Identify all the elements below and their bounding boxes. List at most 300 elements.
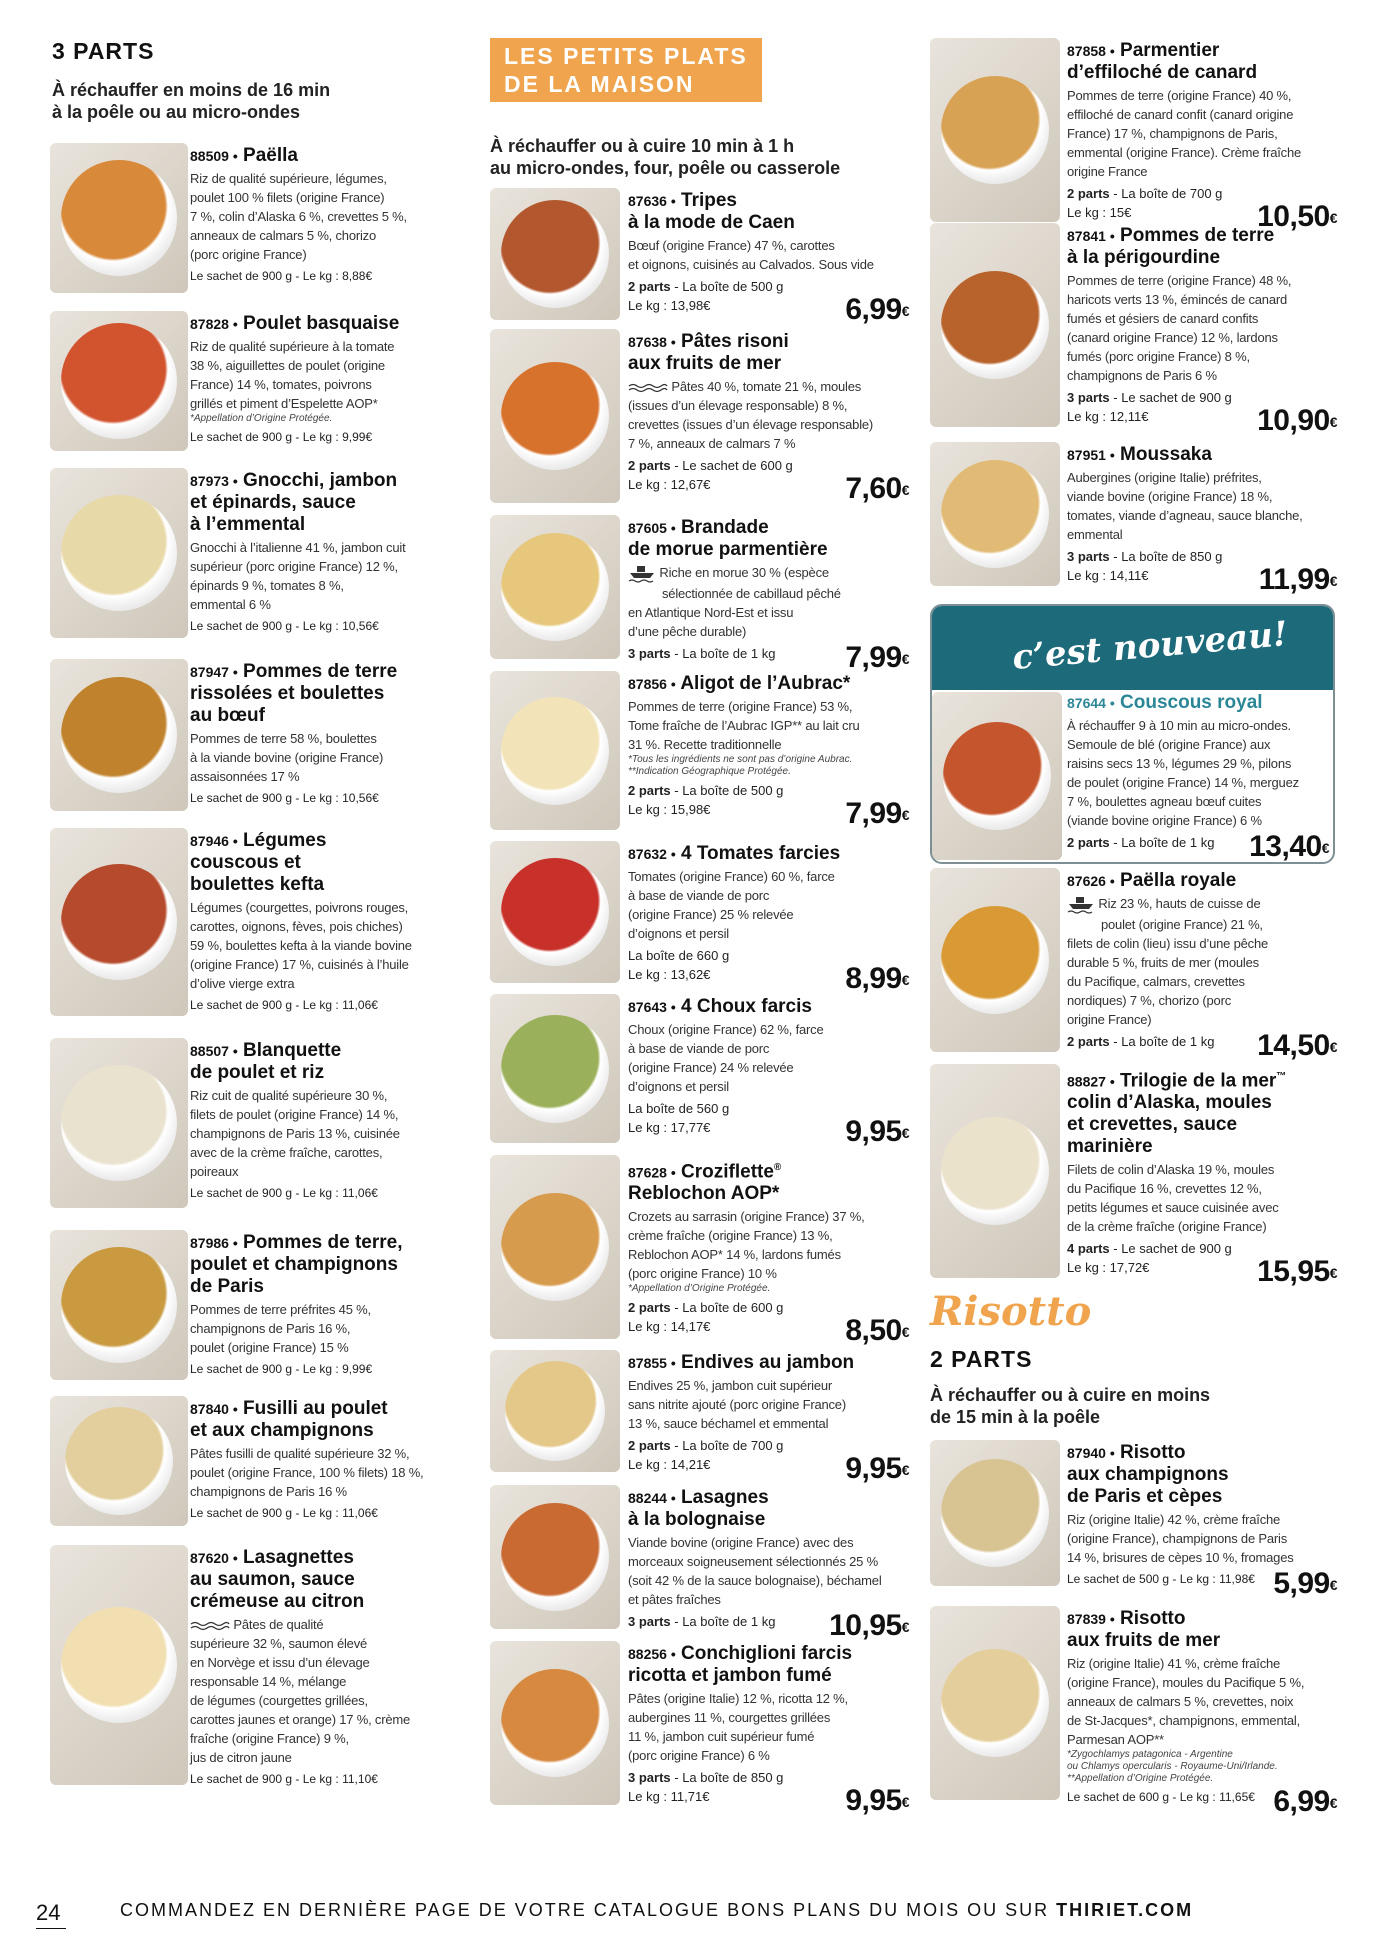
price (845, 1314, 909, 1348)
description-line: Parmesan AOP** (1067, 1732, 1164, 1747)
product-title (190, 661, 465, 683)
product-card[interactable] (490, 673, 909, 838)
description-line: Endives 25 %, jambon cuit supérieur (628, 1378, 833, 1393)
product-info (190, 470, 465, 636)
product-name: 4 Choux farcis (681, 996, 812, 1017)
product-code: 87636 • (628, 193, 676, 209)
product-code: 87628 • (628, 1164, 676, 1181)
description-line: poulet (origine France) 21 %, (1101, 916, 1263, 932)
page-number-underline (36, 1928, 66, 1929)
description-line: morceaux soigneusement sélectionnés 25 % (628, 1554, 878, 1569)
price-per-kg: Le kg : 15€ (1067, 205, 1132, 220)
price-per-kg: Le kg : 15,98€ (628, 802, 711, 817)
currency: € (901, 807, 909, 823)
currency: € (1329, 1038, 1337, 1055)
product-code: 87986 • (190, 1235, 238, 1251)
banner-line-2: DE LA MAISON (504, 71, 695, 97)
description-line: Choux (origine France) 62 %, farce (628, 1022, 824, 1037)
product-info (1067, 444, 1337, 596)
price (845, 1452, 909, 1485)
description-line: champignons de Paris 13 %, cuisinée (190, 1126, 400, 1141)
description-line: Gnocchi à l’italienne 41 %, jambon cuit (190, 540, 406, 555)
price-per-kg: Le kg : 11,71€ (628, 1789, 710, 1804)
description-line: France) 14 %, tomates, poivrons (190, 377, 372, 392)
product-name: Couscous royal (1120, 692, 1263, 713)
product-card[interactable] (490, 843, 909, 995)
product-description (190, 1300, 465, 1357)
price-value: 10,50 (1257, 200, 1330, 233)
description-line: poulet (origine France, 100 % filets) 18 %, (190, 1465, 424, 1480)
description-line: Pommes de terre (origine France) 40 %, (1067, 88, 1292, 103)
product-name-line: à l’emmental (190, 514, 306, 535)
dish-photo (930, 868, 1060, 1052)
product-name-line: ricotta et jambon fumé (628, 1665, 832, 1686)
product-description (1067, 271, 1337, 385)
description-line: fumés (porc origine France) 8 %, (1067, 349, 1250, 364)
product-card[interactable] (930, 225, 1335, 435)
product-name: Brandade (681, 517, 769, 538)
description-line: assaisonnées 17 % (190, 769, 300, 784)
product-name: Pommes de terre (243, 661, 398, 682)
product-code: 87632 • (628, 846, 676, 862)
product-title (190, 313, 465, 335)
product-card[interactable] (490, 517, 909, 674)
description-line: de légumes (courgettes grillées, (190, 1693, 368, 1708)
price-value: 5,99 (1273, 1567, 1330, 1600)
dish-plate (61, 864, 177, 980)
description-line: (porc origine France) 10 % (628, 1266, 777, 1282)
description-line: poulet 100 % filets (origine France) (190, 190, 385, 205)
product-description (628, 1689, 905, 1765)
dish-plate (501, 1015, 609, 1123)
price (845, 962, 909, 995)
product-description (1067, 86, 1337, 181)
dish-plate (941, 271, 1049, 379)
product-description (628, 867, 905, 943)
product-description (190, 898, 465, 993)
pack-info (628, 781, 909, 830)
product-card[interactable] (50, 470, 465, 650)
dish-plate (61, 677, 177, 793)
dish-photo (50, 828, 188, 1016)
dish-photo (490, 841, 620, 983)
description-line: (canard origine France) 12 %, lardons (1067, 330, 1278, 345)
price (1249, 830, 1329, 863)
product-info (628, 996, 909, 1148)
product-code: 87973 • (190, 473, 238, 489)
product-card[interactable] (50, 661, 465, 823)
description-line: Riz (origine Italie) 41 %, crème fraîche (1067, 1656, 1281, 1671)
price-per-kg: Le kg : 12,67€ (628, 477, 711, 492)
description-line: (origine France) 24 % relevée (628, 1060, 794, 1075)
price-value: 7,99 (845, 797, 902, 830)
pack-size: - La boîte de 500 g (670, 783, 784, 798)
pack-size: - La boîte de 600 g (670, 1300, 784, 1316)
product-description (1067, 1510, 1337, 1567)
product-description (1067, 1160, 1337, 1236)
currency: € (1329, 1795, 1337, 1811)
price (829, 1609, 909, 1642)
description-text: Pâtes 40 %, tomate 21 %, moules (671, 379, 862, 394)
dish-plate (61, 1247, 177, 1363)
pack-size: - La boîte de 1 kg (1109, 1033, 1215, 1049)
pack-info (628, 456, 909, 505)
pack-info (628, 1768, 909, 1817)
product-card[interactable] (490, 1157, 909, 1348)
description-line: Pâtes fusilli de qualité supérieure 32 %, (190, 1446, 410, 1461)
description-line: (origine France), champignons de Paris (1067, 1531, 1288, 1546)
dish-plate (501, 858, 609, 966)
pack-info (1067, 1785, 1337, 1818)
pack-size: Le sachet de 600 g - Le kg : 11,65€ (1067, 1790, 1255, 1804)
pack-info (628, 1436, 909, 1485)
product-description (628, 377, 905, 453)
dish-plate (61, 1607, 177, 1723)
product-title (628, 1487, 905, 1509)
dish-photo (930, 1440, 1060, 1586)
product-description (190, 1444, 465, 1501)
description-line: Reblochon AOP* 14 %, lardons fumés (628, 1247, 841, 1263)
product-card[interactable] (50, 1547, 465, 1797)
description-line: 11 %, jambon cuit supérieur fumé (628, 1729, 815, 1744)
product-name: Pâtes risoni (681, 331, 789, 352)
product-code: 87626 • (1067, 873, 1115, 889)
price-value: 14,50 (1257, 1028, 1330, 1062)
product-title (1067, 1066, 1337, 1092)
product-description (1067, 894, 1337, 1029)
description-line: haricots verts 13 %, émincés de canard (1067, 292, 1288, 307)
product-code: 87841 • (1067, 228, 1115, 244)
product-card[interactable] (930, 40, 1337, 233)
product-info (190, 830, 465, 1015)
description-line: France) 17 %, champignons de Paris, (1067, 126, 1278, 141)
dish-plate (941, 1649, 1049, 1757)
product-card[interactable] (490, 996, 909, 1151)
currency: € (901, 650, 909, 667)
dish-photo (930, 223, 1060, 427)
product-card[interactable] (490, 1352, 909, 1485)
price-per-kg: Le kg : 13,62€ (628, 967, 711, 982)
description-line (190, 1615, 465, 1634)
product-name-line: aux fruits de mer (628, 353, 782, 374)
description-line: Semoule de blé (origine France) aux (1067, 737, 1271, 752)
price (1273, 1567, 1337, 1600)
description-line: en Norvège et issu d’un élevage (190, 1655, 370, 1670)
dish-photo (490, 1485, 620, 1629)
product-card[interactable] (930, 870, 1335, 1060)
product-info (628, 843, 909, 995)
product-card[interactable] (490, 1487, 909, 1642)
description-line: (soit 42 % de la sauce bolognaise), béchamel (628, 1573, 882, 1588)
description-line: poulet (origine France) 15 % (190, 1340, 349, 1355)
product-name: Lasagnettes (243, 1547, 354, 1568)
petits-plats-banner (490, 38, 762, 102)
pack-info (628, 1298, 909, 1348)
product-title (1067, 1608, 1337, 1630)
description-line: 7 %, anneaux de calmars 7 % (628, 436, 796, 451)
price-value: 7,99 (845, 640, 902, 674)
product-info (628, 1487, 909, 1642)
description-line: À réchauffer 9 à 10 min au micro-ondes. (1067, 718, 1291, 733)
portions: 3 parts (628, 1770, 671, 1785)
price-value: 11,99 (1258, 563, 1330, 596)
pack-info (628, 946, 909, 995)
description-line (1067, 894, 1337, 915)
dish-photo (50, 311, 188, 451)
product-card[interactable] (50, 1398, 465, 1538)
product-title (1067, 444, 1337, 466)
description-line: (origine France) 25 % relevée (628, 907, 794, 922)
dish-plate (941, 76, 1049, 184)
dish-plate (61, 323, 177, 439)
portions: 2 parts (1067, 1033, 1110, 1049)
product-title (1067, 692, 1329, 714)
price (1257, 404, 1337, 437)
section-title: 3 PARTS (52, 38, 155, 64)
pack-info (1067, 1567, 1337, 1600)
product-card[interactable] (930, 1442, 1337, 1600)
price (1257, 1255, 1337, 1289)
product-info (1067, 1442, 1337, 1600)
product-info (190, 1232, 465, 1379)
description-line: supérieur (porc origine France) 12 %, (190, 559, 398, 574)
product-description (1067, 1654, 1337, 1749)
description-line: (porc origine France) (190, 247, 307, 262)
pack-info (1067, 184, 1337, 233)
footer-order-text (120, 1900, 1193, 1921)
price (845, 1784, 909, 1817)
currency: € (901, 482, 909, 498)
product-name: Parmentier (1120, 40, 1220, 61)
product-code: 87858 • (1067, 43, 1115, 59)
currency: € (1329, 1265, 1337, 1282)
description-line: (viande bovine origine France) 6 % (1067, 813, 1262, 828)
currency: € (1321, 840, 1329, 856)
price (1258, 563, 1337, 596)
description-line: 59 %, boulettes kefta à la viande bovine (190, 938, 412, 953)
price-value: 7,60 (845, 472, 902, 505)
product-code: 87644 • (1067, 695, 1115, 711)
dish-plate (943, 722, 1051, 830)
product-title (190, 1232, 465, 1254)
description-line: Viande bovine (origine France) avec des (628, 1535, 854, 1550)
dish-photo (490, 188, 620, 320)
product-description (628, 1376, 905, 1433)
pack-info: Le sachet de 900 g - Le kg : 11,06€ (190, 1506, 378, 1520)
footnote: ou Chlamys opercularis - Royaume-Uni/Irlande. (1067, 1761, 1278, 1772)
product-card[interactable] (50, 145, 465, 305)
product-card[interactable] (50, 830, 465, 1028)
dish-photo (490, 671, 620, 830)
dish-photo (50, 1545, 188, 1785)
price-value: 8,50 (845, 1314, 902, 1348)
product-info (628, 517, 909, 674)
product-card[interactable] (490, 331, 909, 511)
description-line: du Pacifique, calmars, crevettes (1067, 973, 1245, 989)
product-info (1067, 692, 1329, 863)
product-description (628, 1533, 905, 1609)
product-name-line: de poulet et riz (190, 1062, 325, 1083)
portions: 2 parts (628, 279, 671, 294)
dish-photo (930, 38, 1060, 222)
trademark: ™ (1276, 1071, 1287, 1082)
pack-info: Le sachet de 900 g - Le kg : 11,10€ (190, 1772, 378, 1786)
description-line: Riz cuit de qualité supérieure 30 %, (190, 1088, 388, 1103)
description-line: carottes jaunes et orange) 17 %, crème (190, 1712, 411, 1727)
product-card[interactable] (50, 1040, 465, 1220)
pack-size: - La boîte de 1 kg (670, 645, 776, 661)
product-card[interactable] (930, 1608, 1337, 1818)
dish-photo (50, 659, 188, 811)
description-line: Pâtes (origine Italie) 12 %, ricotta 12 %, (628, 1691, 848, 1706)
section-subtitle-1: À réchauffer ou à cuire 10 min à 1 h (490, 136, 795, 156)
description-line: carottes, oignons, fèves, pois chiches) (190, 919, 403, 934)
description-line: Filets de colin d’Alaska 19 %, moules (1067, 1162, 1275, 1178)
price (845, 1115, 909, 1148)
product-card[interactable] (50, 313, 465, 463)
product-code: 88827 • (1067, 1073, 1115, 1090)
product-description (628, 236, 905, 274)
product-code: 87643 • (628, 999, 676, 1015)
product-title (628, 1157, 905, 1183)
product-name-line: de Paris et cèpes (1067, 1486, 1223, 1507)
description-line: d’oignons et persil (628, 926, 729, 941)
product-description (628, 563, 905, 641)
product-description (190, 337, 465, 413)
product-name-line: rissolées et boulettes (190, 683, 385, 704)
product-name-line: et crevettes, sauce (1067, 1114, 1238, 1136)
page-number: 24 (36, 1900, 61, 1925)
description-line: de la crème fraîche (origine France) (1067, 1219, 1267, 1235)
description-line: Aubergines (origine Italie) préfrites, (1067, 470, 1262, 485)
description-line: champignons de Paris 6 % (1067, 368, 1217, 383)
dish-plate (501, 697, 609, 805)
description-line: Riz (origine Italie) 42 %, crème fraîche (1067, 1512, 1281, 1527)
risotto-parts-title: 2 PARTS (930, 1346, 1033, 1372)
pack-size: - La boîte de 1 kg (670, 1614, 776, 1629)
product-code: 87638 • (628, 334, 676, 350)
product-title (628, 843, 905, 865)
pack-info: Le sachet de 900 g - Le kg : 11,06€ (190, 998, 378, 1012)
product-title (190, 1040, 465, 1062)
description-line: (porc origine France) 6 % (628, 1748, 770, 1763)
sustainable-fishing-icon (628, 565, 656, 580)
product-card[interactable] (490, 190, 909, 328)
product-name-line: aux champignons (1067, 1464, 1229, 1485)
pack-info (1067, 547, 1337, 596)
product-info (190, 1398, 465, 1523)
description-line: épinards 9 %, tomates 8 %, (190, 578, 344, 593)
pack-info: Le sachet de 900 g - Le kg : 10,56€ (190, 619, 379, 633)
product-code: 87951 • (1067, 447, 1115, 463)
footnote: **Indication Géographique Protégée. (628, 766, 791, 777)
description-line: emmental 6 % (190, 597, 271, 612)
pack-info (628, 1609, 909, 1642)
footer-text: COMMANDEZ EN DERNIÈRE PAGE DE VOTRE CATALOGUE BONS PLANS DU MOIS OU SUR (120, 1900, 1057, 1920)
description-line: jus de citron jaune (190, 1750, 292, 1765)
product-name: Moussaka (1120, 444, 1212, 465)
price (845, 797, 909, 830)
section-subtitle-2: au micro-ondes, four, poêle ou casserole (490, 158, 841, 178)
description-line: poireaux (190, 1164, 239, 1179)
product-name: Pommes de terre, (243, 1232, 403, 1253)
price (845, 472, 909, 505)
product-description (190, 169, 465, 264)
portions: 3 parts (628, 1614, 671, 1629)
currency: € (901, 303, 909, 319)
product-card[interactable] (50, 1232, 465, 1392)
dish-plate (501, 1669, 609, 1777)
product-name: Croziflette (681, 1161, 774, 1183)
pack-size: La boîte de 660 g (628, 948, 730, 963)
product-info (190, 1547, 465, 1789)
description-line: filets de colin (lieu) issu d’une pêche (1067, 935, 1269, 951)
description-text: Pâtes de qualité (233, 1617, 324, 1632)
price-value: 9,95 (845, 1115, 902, 1148)
pack-info (1067, 388, 1337, 437)
footer-site-link[interactable]: THIRIET.COM (1056, 1900, 1194, 1920)
product-info (190, 313, 465, 447)
sustainable-fishing-icon (1067, 896, 1095, 911)
dish-photo (490, 1350, 620, 1472)
description-line: nordiques) 7 %, chorizo (porc (1067, 992, 1231, 1008)
price (845, 640, 909, 674)
description-line: petits légumes et sauce cuisinée avec (1067, 1200, 1279, 1216)
product-card[interactable] (490, 1643, 909, 1817)
product-card[interactable] (930, 444, 1335, 594)
product-name: Endives au jambon (681, 1352, 855, 1373)
description-line (628, 563, 905, 584)
description-line: d’une pêche durable) (628, 623, 747, 639)
currency: € (901, 1794, 909, 1810)
pack-size: - La boîte de 1 kg (1109, 835, 1215, 850)
product-code: 87605 • (628, 520, 676, 536)
portions: 2 parts (628, 1300, 671, 1316)
price (1273, 1785, 1337, 1818)
product-code: 87855 • (628, 1355, 676, 1371)
price-value: 8,99 (845, 962, 902, 995)
product-card[interactable] (930, 1066, 1337, 1289)
description-line: avec de la crème fraîche, carottes, (190, 1145, 383, 1160)
description-line: supérieure 32 %, saumon élevé (190, 1636, 368, 1651)
description-line: de St-Jacques*, champignons, emmental, (1067, 1713, 1301, 1728)
pack-info: Le sachet de 900 g - Le kg : 9,99€ (190, 1362, 373, 1376)
product-title (1067, 870, 1337, 892)
risotto-subtitle-2: de 15 min à la poêle (930, 1407, 1101, 1427)
product-code: 87947 • (190, 664, 238, 680)
pack-info (628, 1099, 909, 1148)
product-title (628, 331, 905, 353)
price-per-kg: Le kg : 17,77€ (628, 1120, 711, 1135)
pack-info: Le sachet de 900 g - Le kg : 9,99€ (190, 430, 373, 444)
product-description (190, 1086, 465, 1181)
dish-plate (941, 1459, 1049, 1567)
product-name: Conchiglioni farcis (681, 1643, 853, 1664)
price-per-kg: Le kg : 13,98€ (628, 298, 711, 313)
price (1257, 1028, 1337, 1062)
dish-plate (501, 1503, 609, 1611)
description-line: à base de viande de porc (628, 1041, 770, 1056)
product-info (1067, 40, 1337, 233)
portions: 2 parts (628, 783, 671, 798)
product-title (190, 470, 465, 492)
price (1257, 200, 1337, 233)
dish-plate (61, 1065, 177, 1181)
description-line: (issues d’un élevage responsable) 8 %, (628, 398, 848, 413)
description-line: Riz de qualité supérieure à la tomate (190, 339, 395, 354)
dish-plate (501, 362, 609, 470)
description-line: responsable 14 %, mélange (190, 1674, 347, 1689)
